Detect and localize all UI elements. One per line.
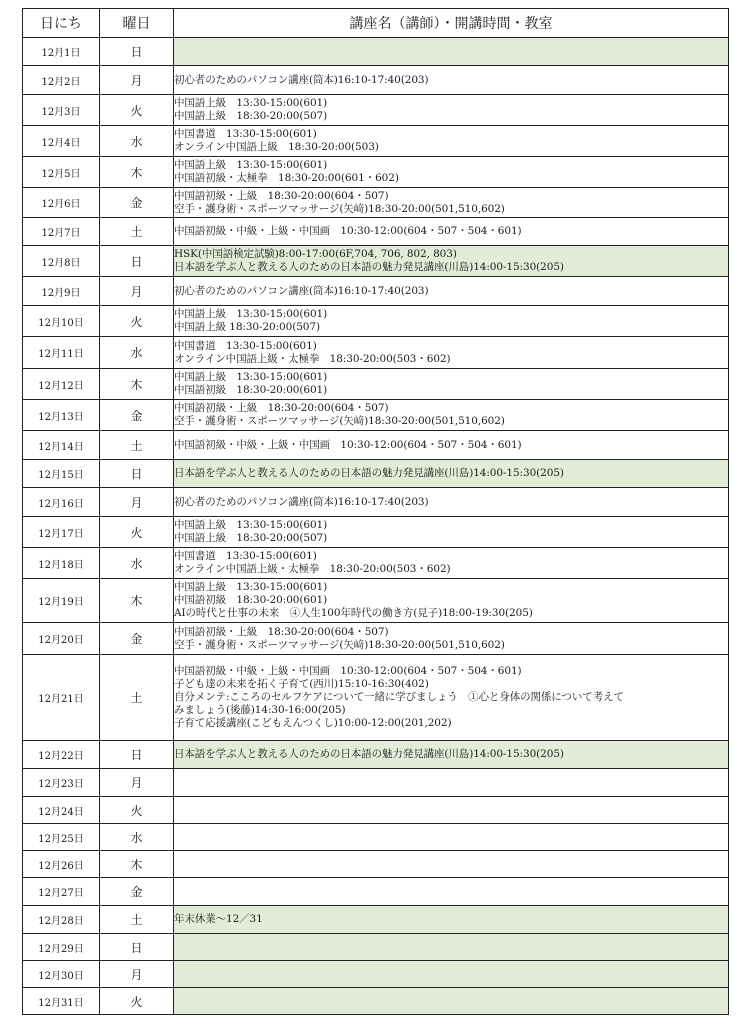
schedule-row [23, 246, 729, 277]
course-line: HSK(中国語検定試験)8:00-17:00(6F,704, 706, 802, 803) [174, 248, 457, 260]
schedule-row [23, 934, 729, 961]
row-weekday: 土 [100, 431, 174, 460]
row-courses [174, 460, 729, 488]
schedule-row [23, 157, 729, 188]
row-date: 12月4日 [23, 126, 100, 157]
schedule-row [23, 906, 729, 934]
row-date: 12月21日 [23, 655, 100, 741]
row-courses [174, 548, 729, 579]
row-courses [174, 369, 729, 400]
row-courses [174, 579, 729, 623]
row-date: 12月10日 [23, 306, 100, 337]
course-line: 中国語上級 13:30-15:00(601) [174, 371, 328, 383]
row-courses [174, 878, 729, 906]
course-line: 中国語上級 18:30-20:00(507) [174, 532, 328, 544]
schedule-row [23, 579, 729, 623]
course-line: 初心者のためのパソコン講座(筒本)16:10-17:40(203) [174, 73, 429, 86]
schedule-row [23, 306, 729, 337]
schedule-row [23, 369, 729, 400]
course-line: 中国語初級・上級 18:30-20:00(604・507) [174, 189, 389, 202]
row-weekday: 月 [100, 769, 174, 797]
schedule-row [23, 655, 729, 741]
row-weekday: 金 [100, 878, 174, 906]
row-courses [174, 988, 729, 1015]
schedule-row [23, 38, 729, 66]
schedule-row [23, 741, 729, 769]
header-day: 曜日 [100, 9, 174, 38]
row-courses [174, 400, 729, 431]
schedule-row [23, 623, 729, 655]
row-courses [174, 277, 729, 306]
row-weekday: 水 [100, 548, 174, 579]
row-weekday: 月 [100, 961, 174, 988]
row-courses [174, 126, 729, 157]
course-line: オンライン中国語上級・太極拳 18:30-20:00(503・602) [174, 352, 451, 365]
course-line: 子育て応援講座(こどもえんつくし)10:00-12:00(201,202) [174, 717, 452, 729]
course-line: 中国語上級 13:30-15:00(601) [174, 581, 328, 593]
course-line: 子ども達の未来を拓く子育て(西川)15:10-16:30(402) [174, 678, 429, 690]
course-line: 中国語上級 13:30-15:00(601) [174, 308, 328, 320]
course-line: 中国書道 13:30-15:00(601) [174, 550, 317, 562]
row-weekday: 火 [100, 797, 174, 824]
course-line: 自分メンテ:こころのセルフケアについて一緒に学びましょう ①心と身体の関係について考えて [174, 691, 624, 703]
row-date: 12月24日 [23, 797, 100, 824]
row-courses [174, 623, 729, 655]
row-weekday: 金 [100, 623, 174, 655]
course-line: 中国語初級・上級 18:30-20:00(604・507) [174, 402, 389, 414]
row-courses [174, 517, 729, 548]
row-courses [174, 851, 729, 878]
row-courses [174, 741, 729, 769]
row-courses [174, 769, 729, 797]
row-weekday: 水 [100, 126, 174, 157]
row-weekday: 木 [100, 369, 174, 400]
course-line: 中国語初級 18:30-20:00(601) [174, 384, 328, 396]
schedule-row [23, 218, 729, 246]
row-date: 12月11日 [23, 337, 100, 369]
row-weekday: 日 [100, 246, 174, 277]
row-weekday: 月 [100, 66, 174, 95]
row-weekday: 水 [100, 337, 174, 369]
row-weekday: 月 [100, 277, 174, 306]
row-date: 12月29日 [23, 934, 100, 961]
course-line: 中国語上級 13:30-15:00(601) [174, 519, 328, 531]
row-date: 12月1日 [23, 38, 100, 66]
row-date: 12月6日 [23, 188, 100, 218]
row-date: 12月7日 [23, 218, 100, 246]
course-line: 中国語上級 18:30-20:00(507) [174, 110, 328, 122]
course-line: 中国書道 13:30-15:00(601) [174, 128, 317, 140]
course-line: 空手・護身術・スポーツマッサージ(矢﨑)18:30-20:00(501,510,602) [174, 415, 505, 427]
row-weekday: 日 [100, 460, 174, 488]
course-line: 初心者のためのパソコン講座(筒本)16:10-17:40(203) [174, 284, 429, 297]
course-line: 日本語を学ぶ人と教える人のための日本語の魅力発見講座(川島)14:00-15:30(205) [174, 261, 564, 273]
row-courses [174, 797, 729, 824]
schedule-row [23, 517, 729, 548]
row-date: 12月16日 [23, 488, 100, 517]
schedule-row [23, 460, 729, 488]
row-date: 12月25日 [23, 824, 100, 851]
row-date: 12月28日 [23, 906, 100, 934]
course-line: オンライン中国語上級・太極拳 18:30-20:00(503・602) [174, 563, 451, 575]
row-date: 12月23日 [23, 769, 100, 797]
course-line: 中国語初級・中級・上級・中国画 10:30-12:00(604・507・504・601) [174, 225, 522, 237]
course-line: 日本語を学ぶ人と教える人のための日本語の魅力発見講座(川島)14:00-15:30(205) [174, 467, 564, 479]
row-courses [174, 337, 729, 369]
row-courses [174, 246, 729, 277]
row-weekday: 火 [100, 95, 174, 126]
row-date: 12月3日 [23, 95, 100, 126]
row-date: 12月20日 [23, 623, 100, 655]
schedule-row [23, 126, 729, 157]
row-weekday: 金 [100, 188, 174, 218]
course-line: 中国語初級・太極拳 18:30-20:00(601・602) [174, 172, 399, 184]
row-courses [174, 934, 729, 961]
row-courses [174, 38, 729, 66]
schedule-row [23, 961, 729, 988]
row-weekday: 土 [100, 906, 174, 934]
course-line: 中国語初級 18:30-20:00(601) [174, 594, 328, 606]
course-line: 初心者のためのパソコン講座(筒本)16:10-17:40(203) [174, 495, 429, 508]
row-courses [174, 157, 729, 188]
row-date: 12月8日 [23, 246, 100, 277]
row-date: 12月18日 [23, 548, 100, 579]
course-line: 年末休業～12／31 [174, 913, 263, 925]
row-weekday: 金 [100, 400, 174, 431]
row-date: 12月26日 [23, 851, 100, 878]
row-courses [174, 306, 729, 337]
schedule-row [23, 277, 729, 306]
row-courses [174, 95, 729, 126]
row-courses [174, 218, 729, 246]
course-line: 中国語初級・中級・上級・中国画 10:30-12:00(604・507・504・601) [174, 665, 522, 677]
course-line: オンライン中国語上級 18:30-20:00(503) [174, 141, 379, 153]
row-weekday: 木 [100, 851, 174, 878]
schedule-table [22, 8, 729, 1015]
row-date: 12月15日 [23, 460, 100, 488]
course-line: 中国語上級 13:30-15:00(601) [174, 159, 328, 171]
row-courses [174, 431, 729, 460]
row-weekday: 水 [100, 824, 174, 851]
row-date: 12月13日 [23, 400, 100, 431]
schedule-row [23, 95, 729, 126]
row-date: 12月9日 [23, 277, 100, 306]
row-date: 12月31日 [23, 988, 100, 1015]
course-line: 中国書道 13:30-15:00(601) [174, 339, 317, 352]
header-row [23, 9, 729, 38]
schedule-row [23, 188, 729, 218]
row-weekday: 日 [100, 38, 174, 66]
row-date: 12月2日 [23, 66, 100, 95]
row-courses [174, 824, 729, 851]
course-line: 日本語を学ぶ人と教える人のための日本語の魅力発見講座(川島)14:00-15:30(205) [174, 748, 564, 760]
course-line: 空手・護身術・スポーツマッサージ(矢﨑)18:30-20:00(501,510,602) [174, 638, 505, 651]
row-courses [174, 188, 729, 218]
row-courses [174, 906, 729, 934]
row-weekday: 火 [100, 988, 174, 1015]
schedule-row [23, 988, 729, 1015]
row-courses [174, 488, 729, 517]
schedule-row [23, 797, 729, 824]
course-line: 中国語上級 13:30-15:00(601) [174, 97, 328, 109]
row-weekday: 日 [100, 741, 174, 769]
row-date: 12月30日 [23, 961, 100, 988]
course-line: 中国語初級・上級 18:30-20:00(604・507) [174, 625, 389, 638]
schedule-row [23, 431, 729, 460]
row-date: 12月27日 [23, 878, 100, 906]
row-weekday: 月 [100, 488, 174, 517]
row-weekday: 火 [100, 306, 174, 337]
row-weekday: 土 [100, 218, 174, 246]
schedule-row [23, 548, 729, 579]
row-date: 12月22日 [23, 741, 100, 769]
row-date: 12月14日 [23, 431, 100, 460]
row-date: 12月17日 [23, 517, 100, 548]
row-weekday: 木 [100, 579, 174, 623]
row-weekday: 火 [100, 517, 174, 548]
schedule-row [23, 851, 729, 878]
header-content: 講座名（講師）・開講時間・教室 [174, 9, 729, 38]
course-line: 中国語上級 18:30-20:00(507) [174, 321, 320, 333]
schedule-row [23, 769, 729, 797]
row-courses [174, 655, 729, 741]
row-weekday: 木 [100, 157, 174, 188]
schedule-row [23, 824, 729, 851]
row-weekday: 日 [100, 934, 174, 961]
schedule-row [23, 878, 729, 906]
course-line: 空手・護身術・スポーツマッサージ(矢﨑)18:30-20:00(501,510,602) [174, 202, 505, 215]
row-weekday: 土 [100, 655, 174, 741]
row-date: 12月19日 [23, 579, 100, 623]
schedule-row [23, 337, 729, 369]
schedule-body [23, 38, 729, 1015]
row-courses [174, 961, 729, 988]
row-date: 12月12日 [23, 369, 100, 400]
course-line: AIの時代と仕事の未来 ④人生100年時代の働き方(見子)18:00-19:30(205) [174, 607, 533, 619]
course-line: 中国語初級・中級・上級・中国画 10:30-12:00(604・507・504・601) [174, 438, 522, 451]
course-line: みましょう(後藤)14:30-16:00(205) [174, 704, 346, 716]
header-date: 日にち [23, 9, 100, 38]
schedule-row [23, 66, 729, 95]
schedule-row [23, 488, 729, 517]
row-date: 12月5日 [23, 157, 100, 188]
schedule-row [23, 400, 729, 431]
row-courses [174, 66, 729, 95]
